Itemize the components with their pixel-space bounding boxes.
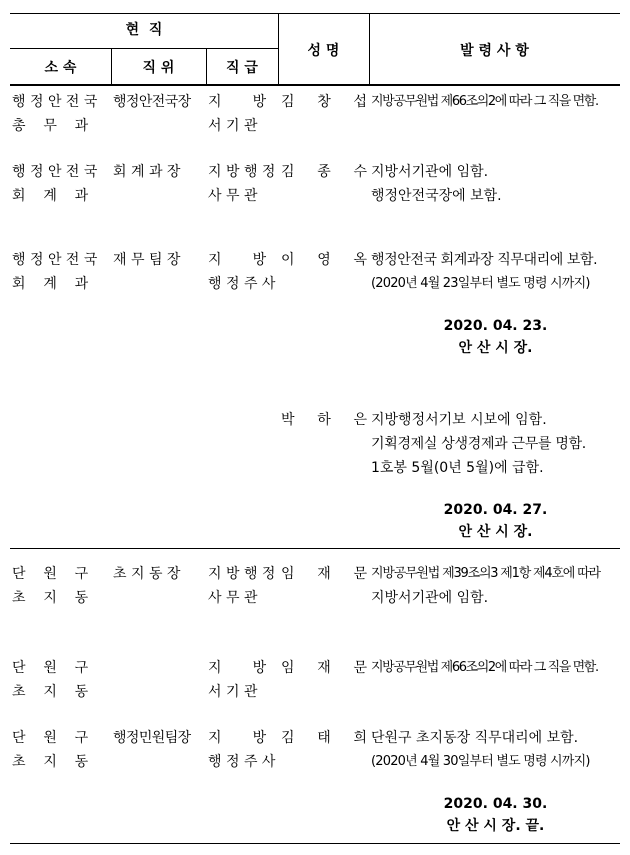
- row-affiliation-sub: 회 계 과: [12, 188, 89, 204]
- row-order-line: 지방공무원법 제39조의3 제1항 제4호에 따라: [371, 566, 600, 581]
- row-position: 회 계 과 장: [113, 164, 181, 180]
- order-date: 2020. 04. 23.: [443, 318, 548, 334]
- issuer-signature: 안 산 시 장.: [458, 524, 533, 540]
- header-affiliation: 소 속: [44, 60, 77, 76]
- row-order-line: 기획경제실 상생경제과 근무를 명함.: [371, 436, 586, 452]
- order-date: 2020. 04. 30.: [443, 796, 548, 812]
- row-name: 임 재 문: [281, 566, 367, 582]
- section-divider-rule: [10, 548, 620, 549]
- row-grade-sub: 사 무 관: [208, 188, 258, 204]
- row-grade-sub: 행 정 주 사: [208, 754, 276, 770]
- row-grade: 지 방: [208, 730, 267, 746]
- row-affiliation: 단 원 구: [12, 566, 89, 582]
- header-order: 발 령 사 항: [460, 43, 529, 59]
- row-name: 임 재 문: [281, 660, 367, 676]
- row-affiliation: 단 원 구: [12, 730, 89, 746]
- row-name: 박 하 은: [281, 412, 367, 428]
- row-grade: 지 방: [208, 252, 267, 268]
- row-order-line: 지방서기관에 임함.: [371, 590, 489, 606]
- row-order-line: (2020년 4월 23일부터 별도 명령 시까지): [371, 276, 590, 291]
- row-affiliation-sub: 총 무 과: [12, 118, 89, 134]
- header-bottom-rule: [10, 84, 620, 86]
- header-grade: 직 급: [226, 60, 258, 76]
- row-affiliation: 행 정 안 전 국: [12, 164, 98, 180]
- row-affiliation-sub: 초 지 동: [12, 590, 89, 606]
- row-grade: 지 방 행 정: [208, 164, 276, 180]
- header-sub-rule: [10, 48, 278, 49]
- row-affiliation: 행 정 안 전 국: [12, 252, 98, 268]
- row-position: 행정안전국장: [113, 94, 191, 110]
- row-name: 김 창 섭: [281, 94, 367, 110]
- row-order-line: 행정안전국장에 보함.: [371, 188, 502, 204]
- row-grade-sub: 서 기 관: [208, 118, 258, 134]
- row-grade-sub: 사 무 관: [208, 590, 258, 606]
- row-order-line: 지방행정서기보 시보에 임함.: [371, 412, 547, 428]
- order-date: 2020. 04. 27.: [443, 502, 548, 518]
- row-affiliation: 행 정 안 전 국: [12, 94, 98, 110]
- row-name: 김 태 희: [281, 730, 367, 746]
- table-bottom-rule: [10, 843, 620, 844]
- issuer-signature: 안 산 시 장. 끝.: [446, 818, 545, 834]
- row-order-line: 지방공무원법 제66조의2에 따라 그 직을 면함.: [371, 94, 598, 109]
- row-order-line: 지방서기관에 임함.: [371, 164, 489, 180]
- row-order-line: (2020년 4월 30일부터 별도 명령 시까지): [371, 754, 590, 769]
- row-order-line: 행정안전국 회계과장 직무대리에 보함.: [371, 252, 598, 268]
- row-order-line: 단원구 초지동장 직무대리에 보함.: [371, 730, 579, 746]
- row-order-line: 지방공무원법 제66조의2에 따라 그 직을 면함.: [371, 660, 598, 675]
- header-current: 현 직: [125, 22, 163, 38]
- row-affiliation-sub: 초 지 동: [12, 684, 89, 700]
- row-position: 초 지 동 장: [113, 566, 181, 582]
- row-grade-sub: 행 정 주 사: [208, 276, 276, 292]
- table-top-rule: [10, 13, 620, 14]
- issuer-signature: 안 산 시 장.: [458, 340, 533, 356]
- row-affiliation-sub: 회 계 과: [12, 276, 89, 292]
- row-grade-sub: 서 기 관: [208, 684, 258, 700]
- row-affiliation-sub: 초 지 동: [12, 754, 89, 770]
- row-name: 김 종 수: [281, 164, 367, 180]
- header-name: 성 명: [307, 43, 340, 59]
- row-affiliation: 단 원 구: [12, 660, 89, 676]
- row-order-line: 1호봉 5월(0년 5월)에 급함.: [371, 460, 544, 476]
- row-grade: 지 방 행 정: [208, 566, 276, 582]
- row-position: 행정민원팀장: [113, 730, 191, 746]
- row-grade: 지 방: [208, 94, 267, 110]
- row-name: 이 영 옥: [281, 252, 367, 268]
- row-grade: 지 방: [208, 660, 267, 676]
- row-position: 재 무 팀 장: [113, 252, 181, 268]
- header-position: 직 위: [142, 60, 175, 76]
